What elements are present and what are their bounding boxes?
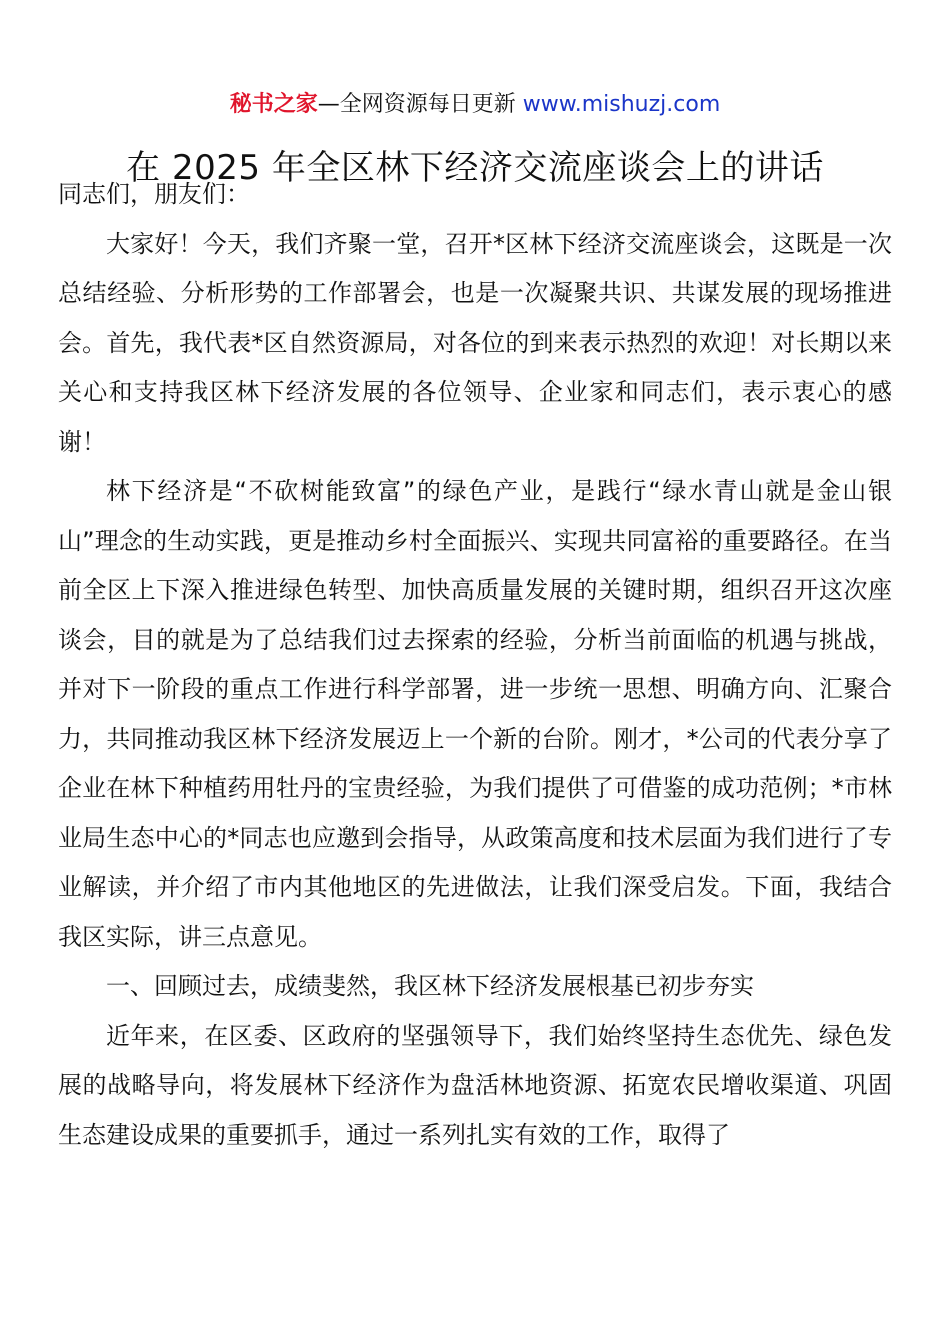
site-url-link[interactable]: www.mishuzj.com — [522, 92, 721, 117]
paragraph-intro: 大家好！今天，我们齐聚一堂，召开*区林下经济交流座谈会，这既是一次总结经验、分析形势的工作部署会，也是一次凝聚共识、共谋发展的现场推进会。首先，我代表*区自然资源局，对各位的到来表示热烈的欢迎！对长期以来关心和支持我区林下经济发展的各位领导、企业家和同志们，表示衷心的感谢！ — [58, 229, 892, 456]
site-header — [0, 88, 950, 122]
brand-name: 秘书之家 — [229, 92, 318, 117]
section-heading: 一、回顾过去，成绩斐然，我区林下经济发展根基已初步夯实 — [106, 972, 754, 1000]
document-body — [58, 170, 892, 1160]
header-tagline: —全网资源每日更新 — [317, 92, 516, 117]
paragraph-purpose: 林下经济是“不砍树能致富”的绿色产业，是践行“绿水青山就是金山银山”理念的生动实践，更是推动乡村全面振兴、实现共同富裕的重要路径。在当前全区上下深入推进绿色转型、加快高质量发展的关键时期，组织召开这次座谈会，目的就是为了总结我们过去探索的经验，分析当前面临的机遇与挑战，并对下一阶段的重点工作进行科学部署，进一步统一思想、明确方向、汇聚合力，共同推动我区林下经济发展迈上一个新的台阶。刚才，*公司的代表分享了企业在林下种植药用牡丹的宝贵经验，为我们提供了可借鉴的成功范例；*市林业局生态中心的*同志也应邀到会指导，从政策高度和技术层面为我们进行了专业解读，并介绍了市内其他地区的先进做法，让我们深受启发。下面，我结合我区实际，讲三点意见。 — [58, 477, 892, 951]
greeting: 同志们，朋友们： — [58, 180, 250, 208]
page-title: 在 2025 年全区林下经济交流座谈会上的讲话 — [126, 148, 824, 188]
paragraph-review: 近年来，在区委、区政府的坚强领导下，我们始终坚持生态优先、绿色发展的战略导向，将发展林下经济作为盘活林地资源、拓宽农民增收渠道、巩固生态建设成果的重要抓手，通过一系列扎实有效的工作，取得了 — [58, 1021, 892, 1149]
